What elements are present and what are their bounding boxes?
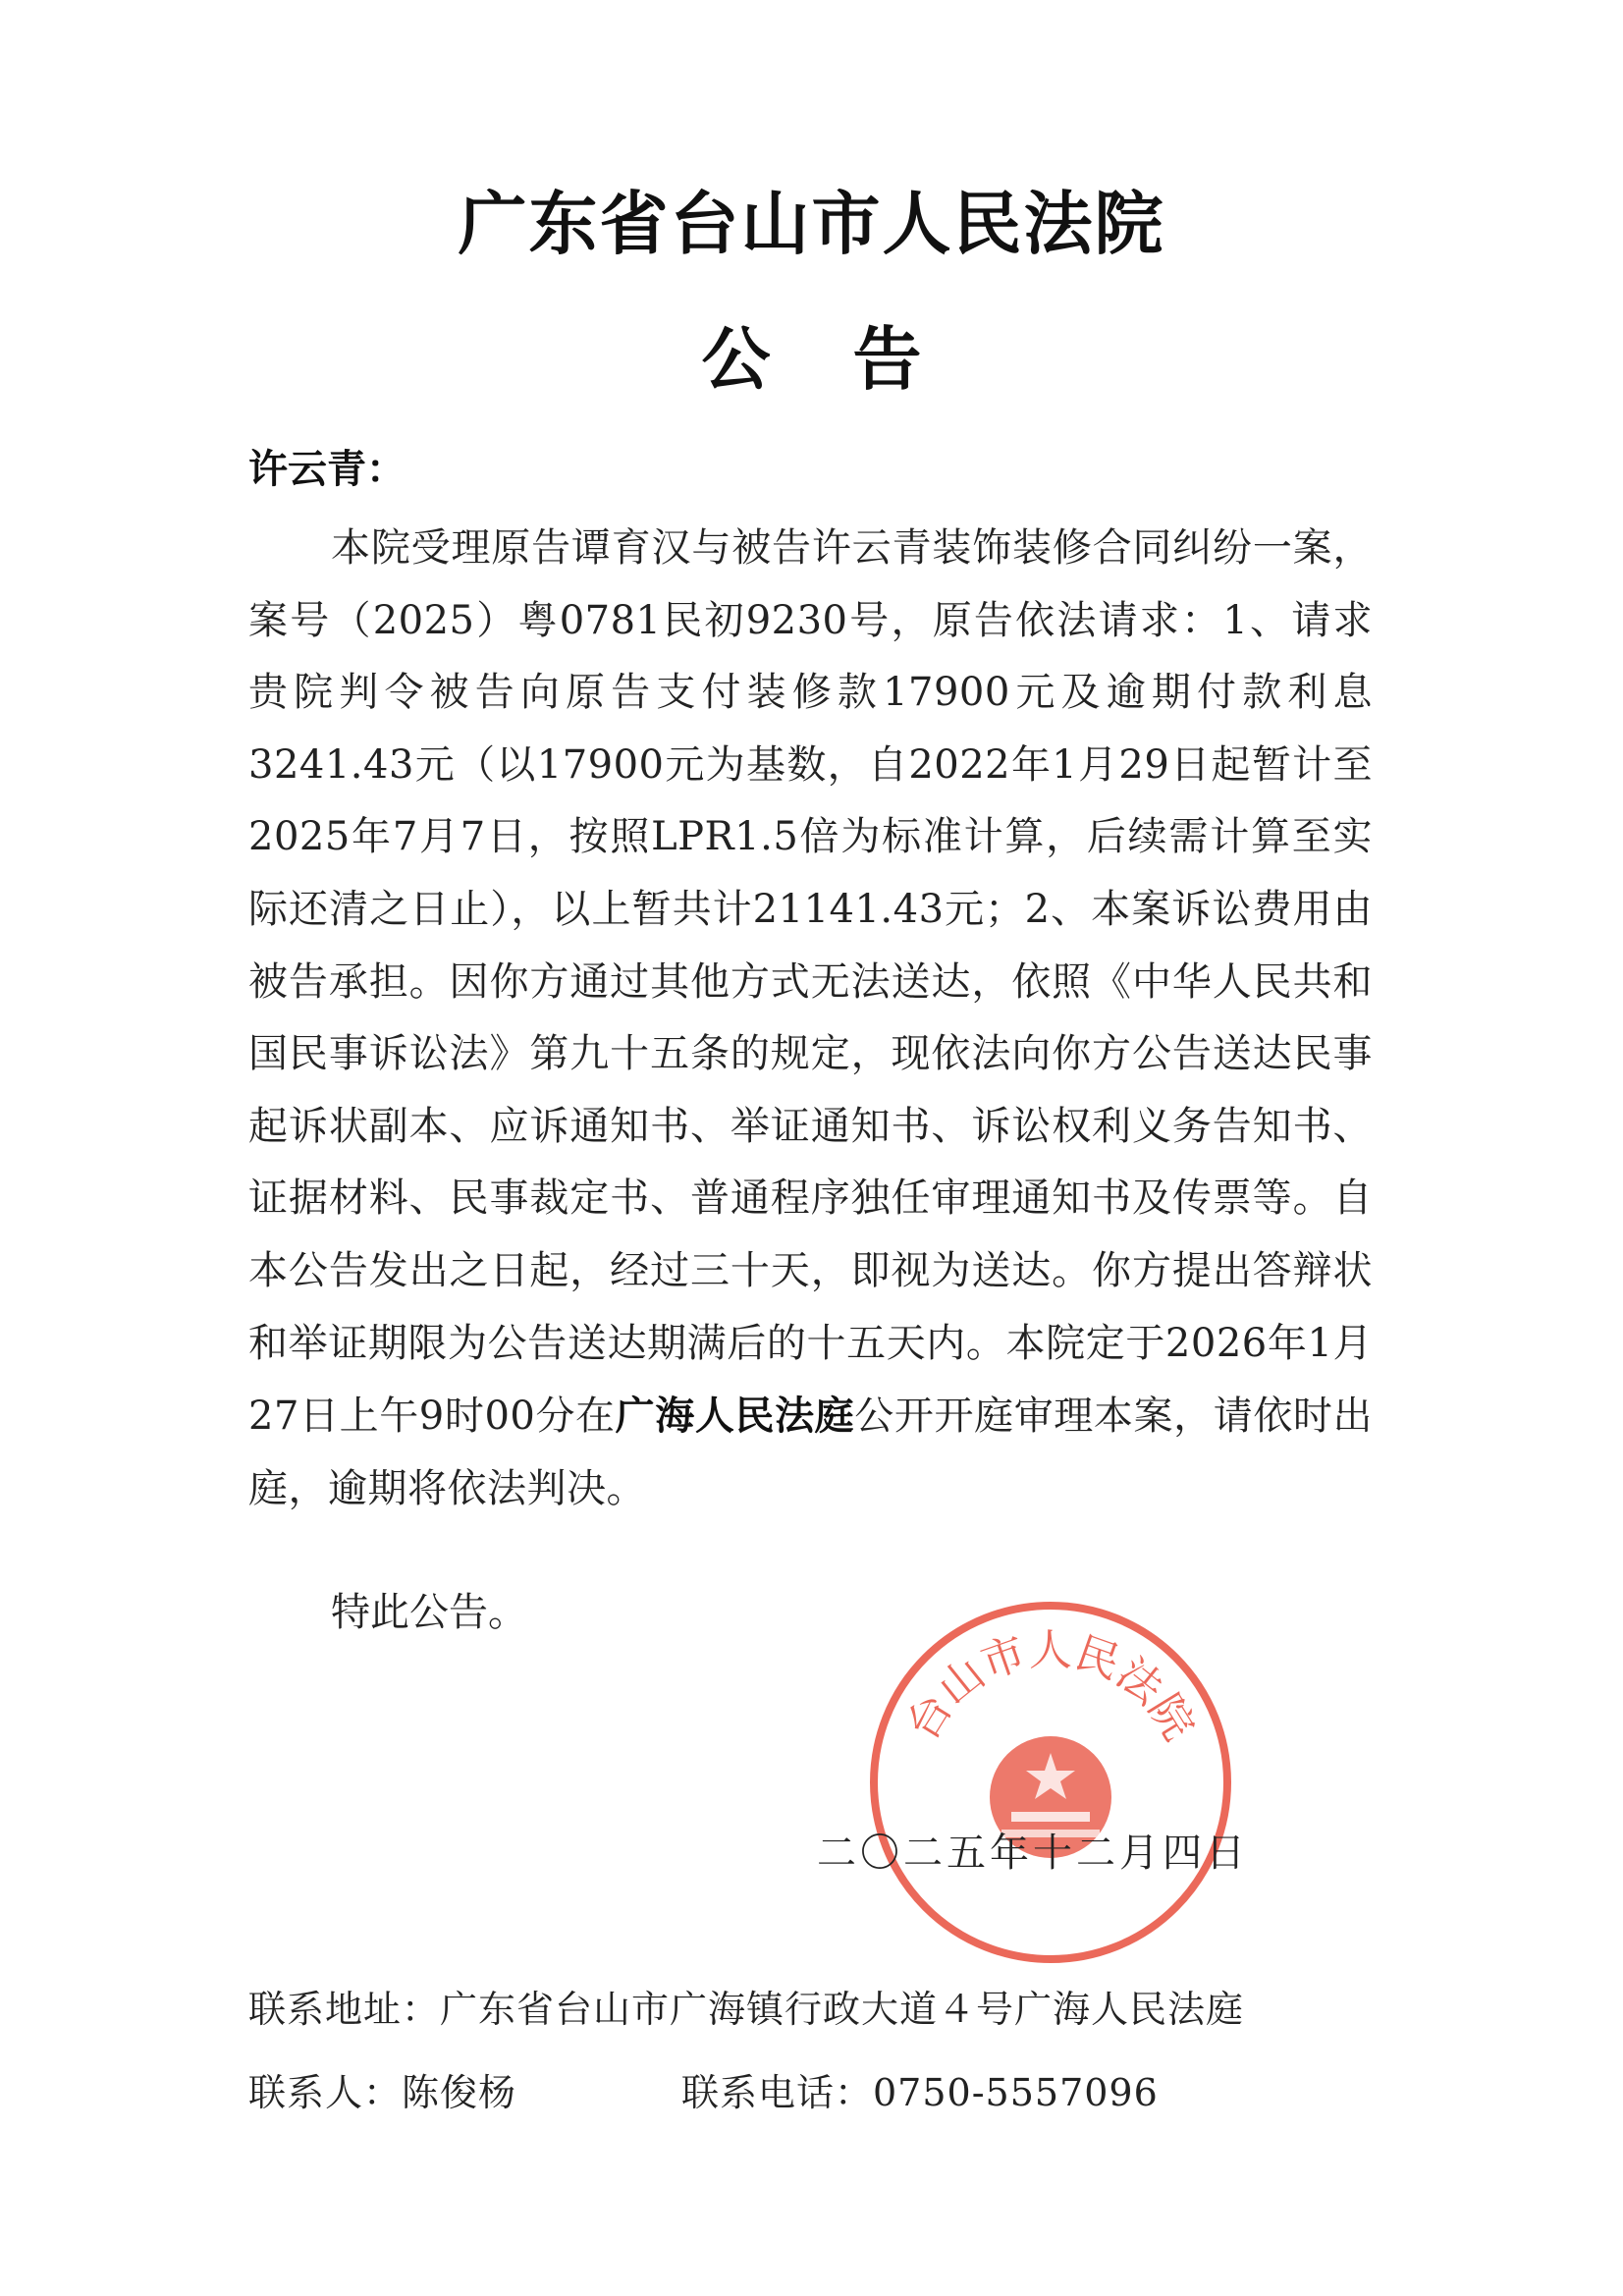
body-part-2: 公开开庭审理本案，请依时出庭，逾期将依法判决。	[248, 1394, 1374, 1511]
notice-title: 公告	[701, 319, 1004, 400]
contact-phone: 联系电话：0750-5557096	[681, 2071, 1159, 2114]
court-seal-icon	[864, 1596, 1237, 1969]
addressee: 许云青：	[248, 447, 406, 492]
seal-text: 台山市人民法院	[896, 1625, 1205, 1750]
notice-body	[248, 513, 1373, 1525]
court-title: 广东省台山市人民法院	[458, 184, 1165, 264]
contact-address: 联系地址：广东省台山市广海镇行政大道４号广海人民法庭	[248, 1988, 1245, 2031]
closing-remark: 特此公告。	[331, 1590, 527, 1635]
contact-person: 联系人：陈俊杨	[248, 2071, 517, 2114]
body-part-1: 本院受理原告谭育汉与被告许云青装饰装修合同纠纷一案，案号（2025）粤0781民初9230号，原告依法请求：1、请求贵院判令被告向原告支付装修款17900元及逾期付款利息3241.43元（以17900元为基数，自2022年1月29日起暂计至2025年7月7日，按照LPR1.5倍为标准计算，后续需计算至实际还清之日止），以上暂共计21141.43元；2、本案诉讼费用由被告承担。因你方通过其他方式无法送达，依照《中华人民共和国民事诉讼法》第九十五条的规定，现依法向你方公告送达民事起诉状副本、应诉通知书、举证通知书、诉讼权利义务告知书、证据材料、民事裁定书、普通程序独任审理通知书及传票等。自本公告发出之日起，经过三十天，即视为送达。你方提出答辩状和举证期限为公告送达期满后的十五天内。本院定于2026年1月27日上午9时00分在	[248, 525, 1373, 1440]
court-venue: 广海人民法庭	[615, 1393, 855, 1440]
notice-date: 二〇二五年十二月四日	[817, 1831, 1249, 1876]
